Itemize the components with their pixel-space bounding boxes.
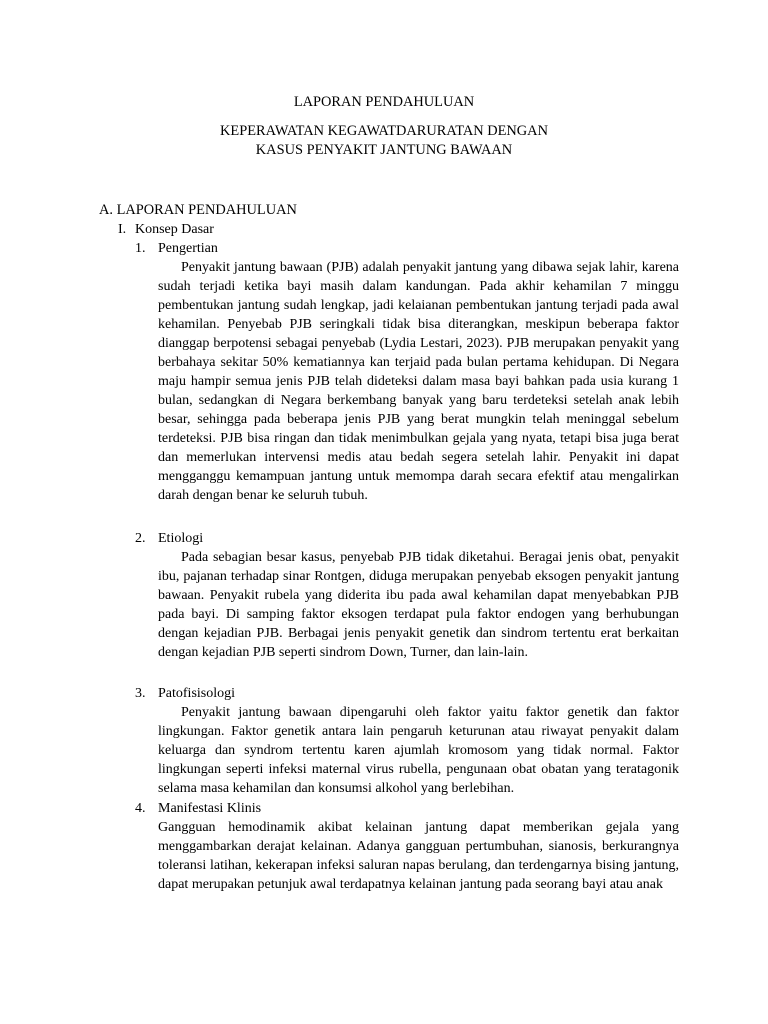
- section-patofisiologi: [135, 684, 679, 798]
- section-heading: [135, 529, 679, 548]
- section-heading: [135, 684, 679, 703]
- section-paragraph: Gangguan hemodinamik akibat kelainan jantung dapat memberikan gejala yang menggambarkan derajat kelainan. Adanya gangguan pertumbuhan, sianosis, berkurangnya toleransi latihan, kekerapan infeksi saluran napas berulang, dan terdengarnya bising jantung, dapat merupakan petunjuk awal terdapatnya kelainan jantung pada seorang bayi atau anak: [158, 820, 679, 892]
- section-etiologi: [135, 529, 679, 662]
- subsection-heading-konsep-dasar: [118, 220, 214, 239]
- section-pengertian: [135, 239, 679, 505]
- report-subtitle-line-1: KEPERAWATAN KEGAWATDARURATAN DENGAN: [220, 123, 548, 139]
- list-number: 3.: [135, 686, 146, 701]
- report-title: LAPORAN PENDAHULUAN: [293, 94, 475, 110]
- list-number: 2.: [135, 531, 146, 546]
- section-title: Etiologi: [158, 531, 204, 546]
- section-title: Patofisisologi: [158, 686, 236, 701]
- section-manifestasi-klinis: [135, 799, 679, 894]
- list-number: 4.: [135, 801, 146, 816]
- report-subtitle-line-2: KASUS PENYAKIT JANTUNG BAWAAN: [255, 142, 513, 158]
- roman-numeral: I.: [118, 222, 127, 237]
- section-title: Manifestasi Klinis: [158, 801, 262, 816]
- section-heading: [135, 799, 679, 818]
- section-paragraph: Penyakit jantung bawaan (PJB) adalah penyakit jantung yang dibawa sejak lahir, karena sudah terjadi ketika bayi masih dalam kandungan. Pada akhir kehamilan 7 minggu pembentukan jantung sudah lengkap, jadi kelaianan pembentukan jantung terjadi pada awal kehamilan. Penyebab PJB seringkali tidak bisa diterangkan, meskipun beberapa faktor dianggap berpotensi sebagai penyebab (Lydia Lestari, 2023). PJB merupakan penyakit yang berbahaya sekitar 50% kematiannya kan terjaid pada bulan pertama kehidupan. Di Negara maju hampir semua jenis PJB telah dideteksi dalam masa bayi bahkan pada usia kurang 1 bulan, sedangkan di Negara berkembang banyak yang baru terdeteksi setelah anak lebih besar, sehingga pada beberapa jenis PJB yang berat mungkin telah meninggal sebelum terdeteksi. PJB bisa ringan dan tidak menimbulkan gejala yang nyata, tetapi bisa juga berat dan memerlukan intervensi medis atau bedah segera setelah lahir. Penyakit ini dapat mengganggu kemampuan jantung untuk memompa darah secara efektif atau mengalirkan darah dengan benar ke seluruh tubuh.: [158, 260, 679, 503]
- list-number: 1.: [135, 241, 146, 256]
- section-heading: [135, 239, 679, 258]
- section-title: Pengertian: [158, 241, 218, 256]
- subsection-title: Konsep Dasar: [135, 222, 214, 237]
- section-heading-a: A. LAPORAN PENDAHULUAN: [99, 202, 297, 218]
- section-paragraph: Pada sebagian besar kasus, penyebab PJB tidak diketahui. Beragai jenis obat, penyakit ibu, pajanan terhadap sinar Rontgen, diduga merupakan penyebab eksogen penyakit jantung bawaan. Penyakit rubela yang diderita ibu pada awal kehamilan dapat menyebabkan PJB pada bayi. Di samping faktor eksogen terdapat pula faktor endogen yang berhubungan dengan kejadian PJB. Berbagai jenis penyakit genetik dan sindrom tertentu erat berkaitan dengan kejadian PJB seperti sindrom Down, Turner, dan lain-lain.: [158, 550, 679, 660]
- section-paragraph: Penyakit jantung bawaan dipengaruhi oleh faktor yaitu faktor genetik dan faktor lingkungan. Faktor genetik antara lain pengaruh keturunan atau riwayat penyakit dalam keluarga dan syndrom tertentu karen ajumlah kromosom yang tidak normal. Faktor lingkungan seperti infeksi maternal virus rubella, pengunaan obat obatan yang teratagonik selama masa kehamilan dan konsumsi alkohol yang berlebihan.: [158, 705, 679, 796]
